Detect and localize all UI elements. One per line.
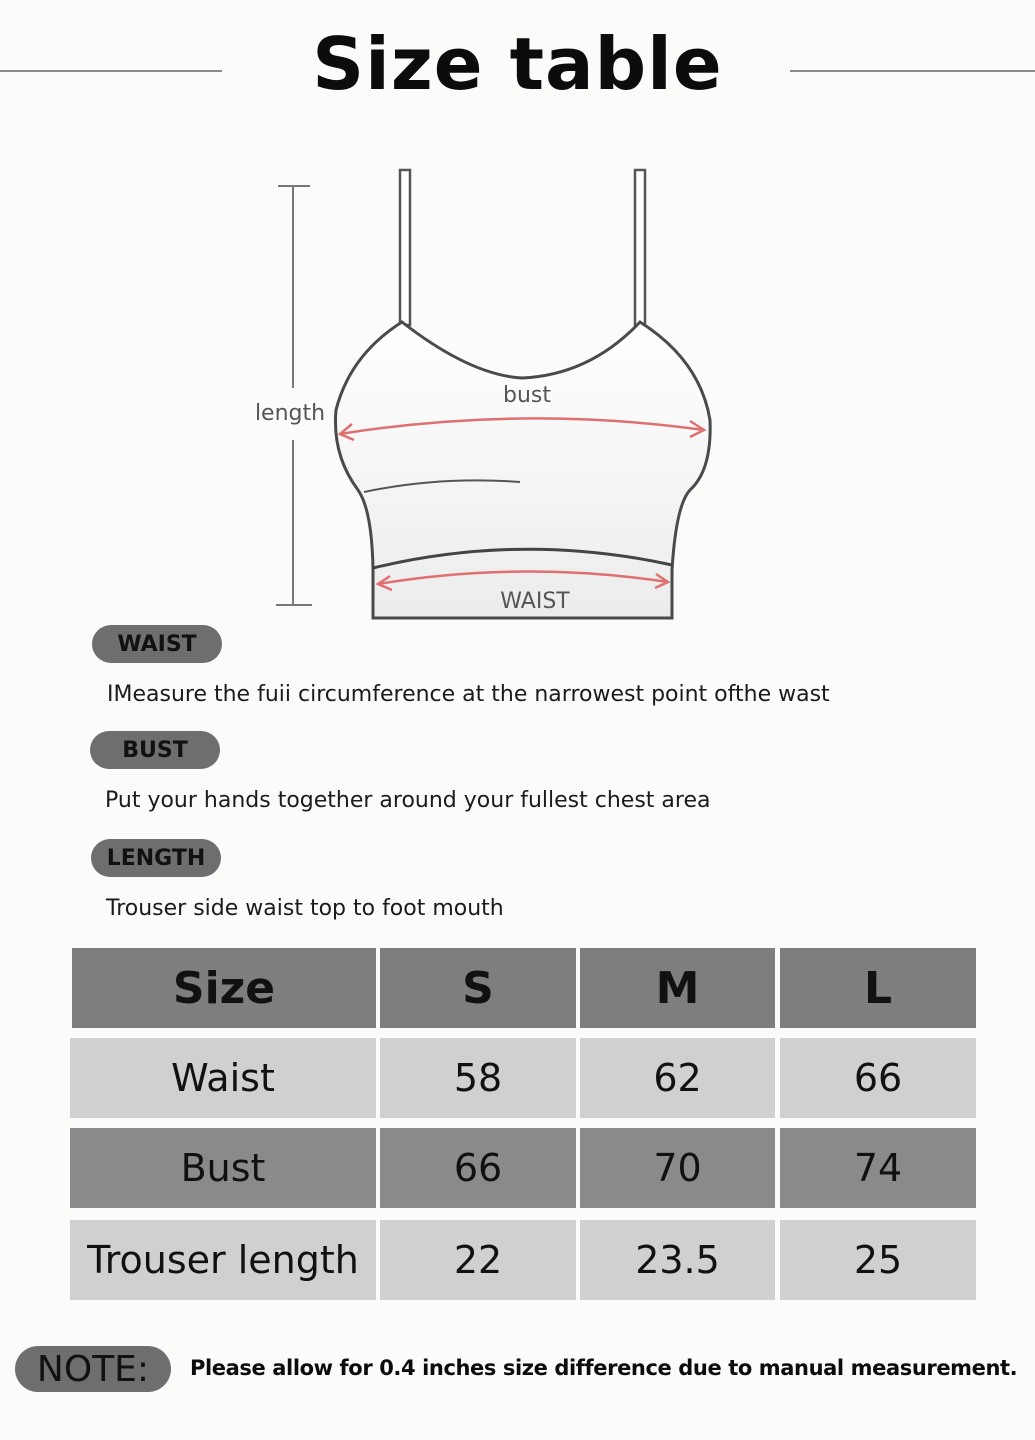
table-row-bust-label: Bust xyxy=(70,1128,376,1208)
bust-label: bust xyxy=(503,383,551,408)
table-cell-length-m: 23.5 xyxy=(580,1220,775,1300)
table-header-m: M xyxy=(580,948,775,1028)
table-header-l: L xyxy=(780,948,976,1028)
bust-tag: BUST xyxy=(90,731,220,769)
table-cell-waist-s: 58 xyxy=(380,1038,576,1118)
table-cell-length-s: 22 xyxy=(380,1220,576,1300)
garment-outline xyxy=(335,322,710,618)
waist-description: IMeasure the fuii circumference at the narrowest point ofthe wast xyxy=(107,682,830,707)
table-cell-waist-l: 66 xyxy=(780,1038,976,1118)
bust-description: Put your hands together around your fullest chest area xyxy=(105,788,711,813)
waist-label: WAIST xyxy=(500,589,570,614)
length-measure-line xyxy=(276,186,312,605)
table-cell-bust-l: 74 xyxy=(780,1128,976,1208)
table-cell-bust-s: 66 xyxy=(380,1128,576,1208)
length-label: length xyxy=(254,401,326,426)
strap-left xyxy=(400,170,410,325)
table-header-size: Size xyxy=(72,948,376,1028)
length-tag: LENGTH xyxy=(91,839,221,877)
table-cell-length-l: 25 xyxy=(780,1220,976,1300)
table-row-length-label: Trouser length xyxy=(70,1220,376,1300)
table-cell-bust-m: 70 xyxy=(580,1128,775,1208)
table-row-waist-label: Waist xyxy=(70,1038,376,1118)
length-description: Trouser side waist top to foot mouth xyxy=(106,896,504,921)
note-text: Please allow for 0.4 inches size difference due to manual measurement. xyxy=(190,1356,1018,1380)
table-header-s: S xyxy=(380,948,576,1028)
waist-tag: WAIST xyxy=(92,625,222,663)
note-tag: NOTE: xyxy=(15,1346,171,1392)
strap-right xyxy=(635,170,645,325)
table-cell-waist-m: 62 xyxy=(580,1038,775,1118)
page-title: Size table xyxy=(312,22,723,106)
garment-diagram xyxy=(0,150,1035,630)
